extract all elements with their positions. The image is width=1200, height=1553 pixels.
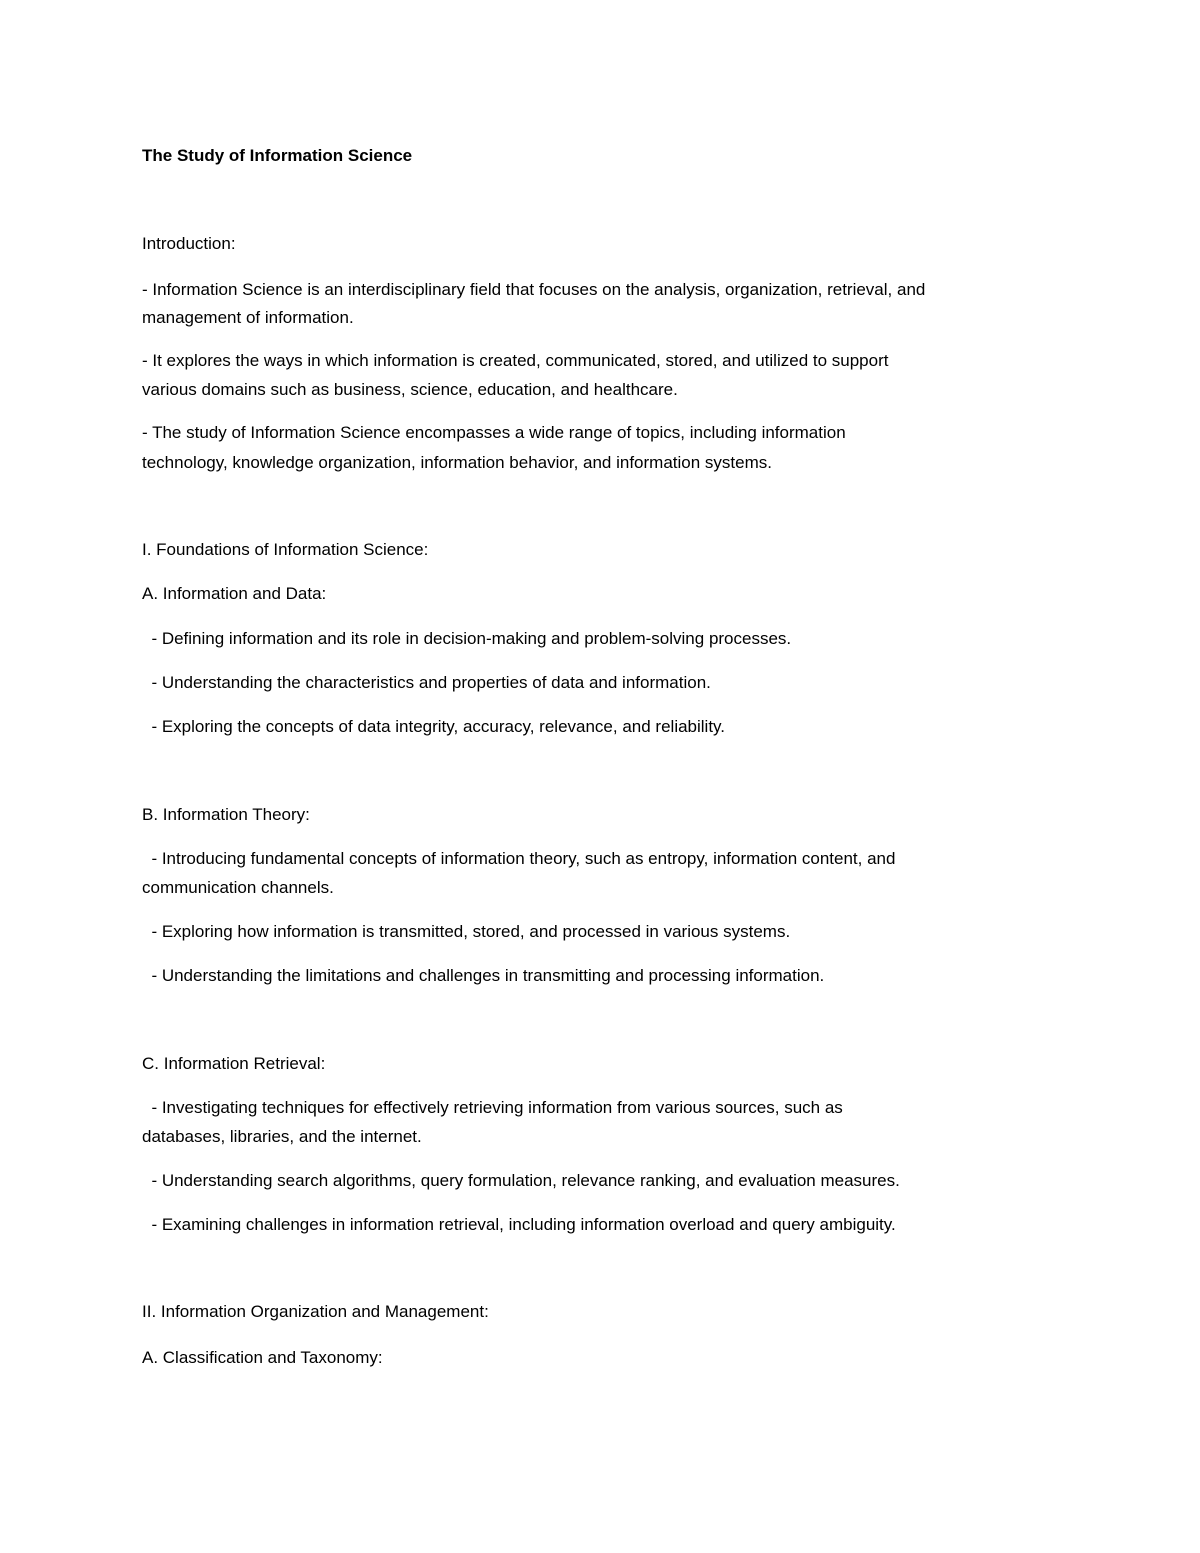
subsection-a-heading: A. Information and Data: [142,584,327,603]
intro-paragraph-3-line-2: technology, knowledge organization, information behavior, and information systems. [142,453,772,472]
intro-heading: Introduction: [142,234,236,253]
document-title: The Study of Information Science [142,146,413,165]
subsection-c-bullet-2: - Understanding search algorithms, query formulation, relevance ranking, and evaluation measures. [142,1171,900,1190]
intro-paragraph-2-line-2: various domains such as business, science, education, and healthcare. [142,380,678,399]
subsection-b-bullet-2: - Exploring how information is transmitted, stored, and processed in various systems. [142,922,791,941]
intro-paragraph-2-line-1: - It explores the ways in which information is created, communicated, stored, and utilized to support [142,351,889,370]
subsection-c-heading: C. Information Retrieval: [142,1054,326,1073]
intro-paragraph-1-line-1: - Information Science is an interdisciplinary field that focuses on the analysis, organization, retrieval, and [142,280,926,299]
subsection-a-bullet-2: - Understanding the characteristics and properties of data and information. [142,673,711,692]
section-2-heading: II. Information Organization and Management: [142,1302,489,1321]
subsection-b-bullet-1-line-1: - Introducing fundamental concepts of information theory, such as entropy, information content, and [142,849,896,868]
subsection-b-heading: B. Information Theory: [142,805,310,824]
intro-paragraph-3-line-1: - The study of Information Science encompasses a wide range of topics, including information [142,423,846,442]
subsection-a-bullet-1: - Defining information and its role in decision-making and problem-solving processes. [142,629,792,648]
intro-paragraph-1-line-2: management of information. [142,308,354,327]
subsection-b-bullet-3: - Understanding the limitations and challenges in transmitting and processing information. [142,966,825,985]
subsection-b-bullet-1-line-2: communication channels. [142,878,334,897]
section-1-heading: I. Foundations of Information Science: [142,540,429,559]
subsection-c-bullet-3: - Examining challenges in information retrieval, including information overload and query ambiguity. [142,1215,896,1234]
subsection-c-bullet-1-line-1: - Investigating techniques for effectively retrieving information from various sources, such as [142,1098,843,1117]
subsection-c-bullet-1-line-2: databases, libraries, and the internet. [142,1127,422,1146]
subsection-a-bullet-3: - Exploring the concepts of data integrity, accuracy, relevance, and reliability. [142,717,726,736]
section-2-subsection-a-heading: A. Classification and Taxonomy: [142,1348,383,1367]
